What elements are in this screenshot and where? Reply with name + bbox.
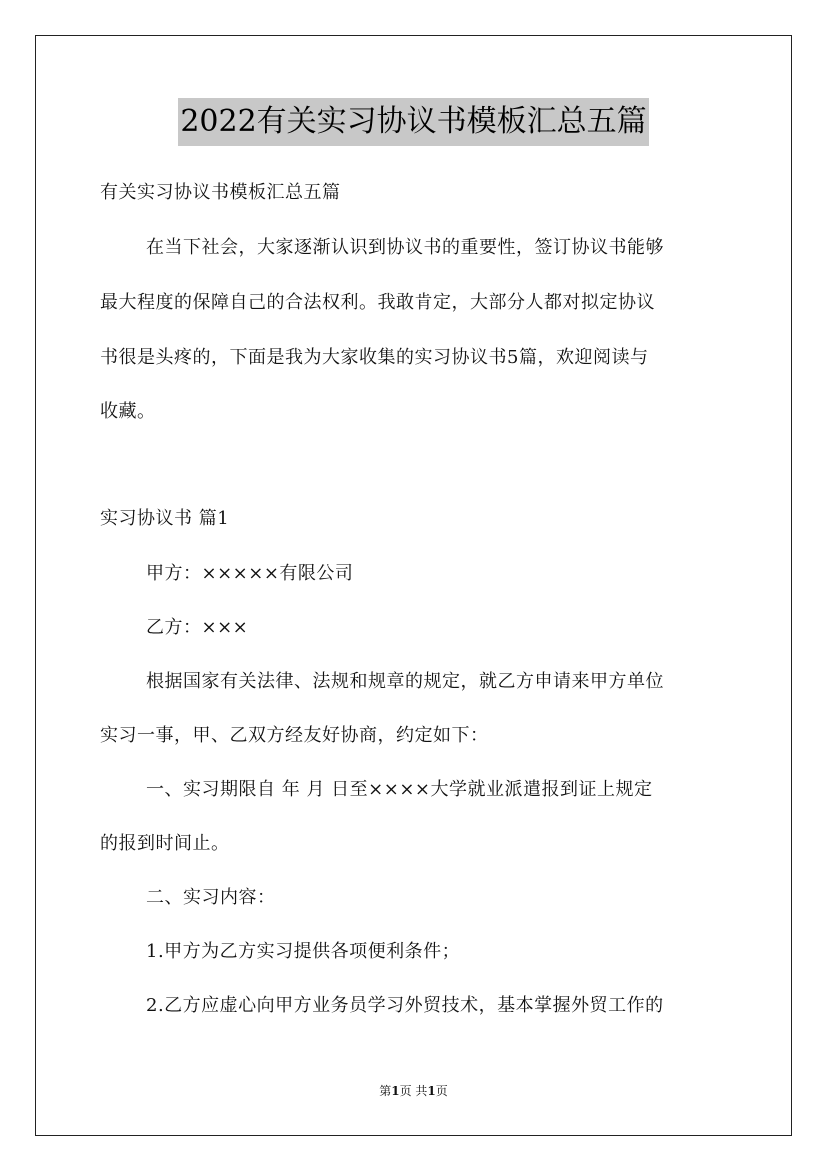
section-heading: 实习协议书 篇1 <box>100 508 230 529</box>
clause-2-heading: 二、实习内容： <box>146 887 276 908</box>
intro-line-3: 书很是头疼的，下面是我为大家收集的实习协议书5篇，欢迎阅读与 <box>100 347 649 368</box>
clause-2-item-2: 2.乙方应虚心向甲方业务员学习外贸技术，基本掌握外贸工作的 <box>146 995 664 1016</box>
title-container <box>0 98 827 146</box>
footer-page-suffix: 页 <box>435 1084 448 1098</box>
footer-page-prefix: 第 <box>379 1084 392 1098</box>
clause-1-line-2: 的报到时间止。 <box>100 833 230 854</box>
footer-page-current: 1 <box>391 1084 400 1098</box>
intro-line-1: 在当下社会，大家逐渐认识到协议书的重要性，签订协议书能够 <box>146 237 664 258</box>
basis-line-2: 实习一事，甲、乙双方经友好协商，约定如下： <box>100 725 489 746</box>
footer-page-total: 1 <box>427 1084 436 1098</box>
page-footer <box>0 1082 827 1100</box>
intro-line-2: 最大程度的保障自己的合法权利。我敢肯定，大部分人都对拟定协议 <box>100 292 655 313</box>
clause-2-item-1: 1.甲方为乙方实习提供各项便利条件； <box>146 941 461 962</box>
basis-line-1: 根据国家有关法律、法规和规章的规定，就乙方申请来甲方单位 <box>146 671 664 692</box>
intro-line-4: 收藏。 <box>100 401 156 422</box>
clause-1-line-1: 一、实习期限自 年 月 日至××××大学就业派遣报到证上规定 <box>146 779 653 800</box>
party-b: 乙方：××× <box>146 617 249 638</box>
party-a: 甲方：×××××有限公司 <box>146 563 354 584</box>
document-subtitle: 有关实习协议书模板汇总五篇 <box>100 182 341 203</box>
document-title: 2022有关实习协议书模板汇总五篇 <box>178 98 648 146</box>
footer-page-mid: 页 共 <box>399 1084 428 1098</box>
